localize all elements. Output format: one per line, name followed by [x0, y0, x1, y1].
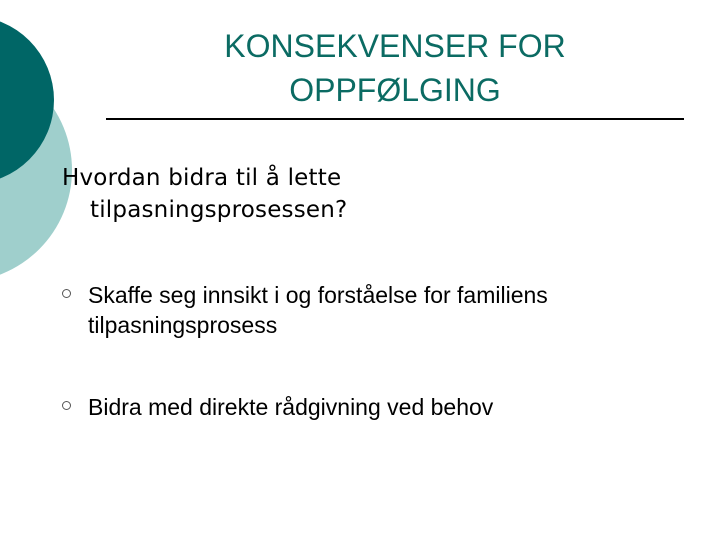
title-underline	[106, 118, 684, 120]
circle-bullet-icon	[62, 289, 71, 298]
question-line-2: tilpasningsprosessen?	[90, 197, 348, 223]
bullet-item	[62, 280, 692, 340]
bullet-text-line-1: Bidra med direkte rådgivning ved behov	[88, 394, 494, 420]
decorative-circles	[0, 0, 120, 300]
bullet-text-line-1: Skaffe seg innsikt i og forståelse for familiens	[88, 282, 548, 308]
bullet-list	[62, 280, 692, 474]
bullet-item	[62, 392, 692, 422]
title-line-2: OPPFØLGING	[289, 72, 501, 108]
bullet-text-line-2: tilpasningsprosess	[88, 312, 278, 338]
slide-title	[110, 24, 680, 112]
title-line-1: KONSEKVENSER FOR	[224, 28, 566, 64]
question-text	[62, 162, 682, 226]
question-line-1: Hvordan bidra til å lette	[62, 165, 342, 191]
circle-bullet-icon	[62, 401, 71, 410]
